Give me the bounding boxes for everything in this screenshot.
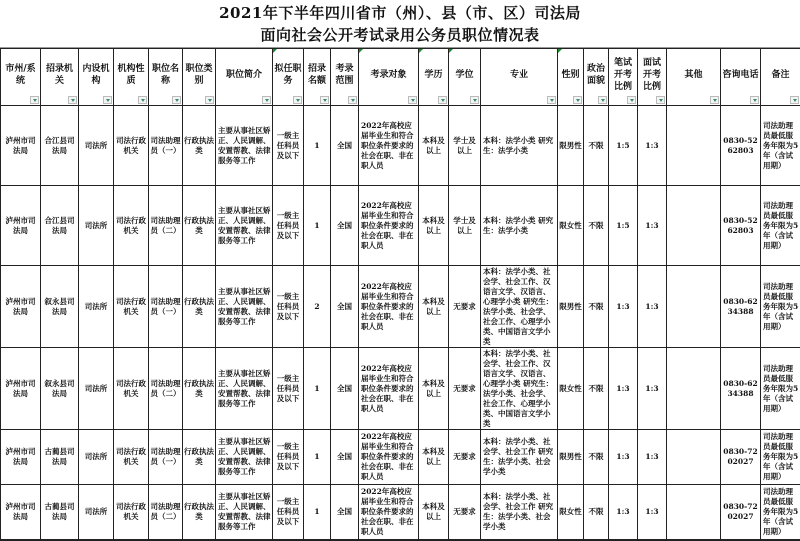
filter-dropdown-icon[interactable] xyxy=(262,96,271,104)
positions-table xyxy=(0,48,800,541)
cell-org[interactable]: 合江县司法局 xyxy=(41,106,79,186)
cell-intro[interactable]: 主要从事社区矫正、人民调解、安置帮教、法律服务等工作 xyxy=(216,430,273,485)
cell-phone[interactable]: 0830-5262803 xyxy=(721,106,761,186)
header-political[interactable]: 政治面貌 xyxy=(584,49,609,106)
cell-scope[interactable]: 全国 xyxy=(331,266,359,348)
cell-edu[interactable]: 本科及以上 xyxy=(419,348,449,430)
cell-quota[interactable]: 1 xyxy=(304,106,331,186)
header-nature[interactable]: 机构性质 xyxy=(114,49,149,106)
cell-intro[interactable]: 主要从事社区矫正、人民调解、安置帮教、法律服务等工作 xyxy=(216,485,273,540)
header-interview-ratio[interactable]: 面试开考比例 xyxy=(638,49,667,106)
cell-phone[interactable]: 0830-6234388 xyxy=(721,266,761,348)
cell-dept[interactable]: 司法所 xyxy=(79,485,114,540)
cell-major[interactable]: 本科：法学小类 研究生：法学小类 xyxy=(481,106,558,186)
header-org[interactable]: 招录机关 xyxy=(41,49,79,106)
cell-intro[interactable]: 主要从事社区矫正、人民调解、安置帮教、法律服务等工作 xyxy=(216,266,273,348)
cell-major[interactable]: 本科：法学小类、社会学、社会工作、汉语言文学、汉语言、心理学小类 研究生：法学小类、社会学、社会工作、心理学小类、中国语言文学小类 xyxy=(481,348,558,430)
cell-nature[interactable]: 司法行政机关 xyxy=(114,430,149,485)
cell-nature[interactable]: 司法行政机关 xyxy=(114,106,149,186)
filter-dropdown-icon[interactable] xyxy=(790,96,799,104)
cell-city[interactable]: 泸州市司法局 xyxy=(1,348,41,430)
header-other[interactable]: 其他 xyxy=(667,49,721,106)
cell-note[interactable]: 司法助理员最低服务年限为5年（含试用期） xyxy=(761,430,800,485)
cell-gender[interactable]: 限女性 xyxy=(558,348,584,430)
cell-political[interactable]: 不限 xyxy=(584,348,609,430)
cell-rank[interactable]: 一级主任科员及以下 xyxy=(273,106,304,186)
cell-other[interactable] xyxy=(667,106,721,186)
table-row xyxy=(1,430,800,485)
cell-phone[interactable]: 0830-6234388 xyxy=(721,348,761,430)
header-rank[interactable]: 拟任职务 xyxy=(273,49,304,106)
header-position[interactable]: 职位名称 xyxy=(149,49,183,106)
filter-dropdown-icon[interactable] xyxy=(750,96,759,104)
cell-target[interactable]: 2022年高校应届毕业生和符合职位条件要求的社会在职、非在职人员 xyxy=(359,266,419,348)
cell-target[interactable]: 2022年高校应届毕业生和符合职位条件要求的社会在职、非在职人员 xyxy=(359,186,419,266)
header-note[interactable]: 备注 xyxy=(761,49,800,106)
cell-category[interactable]: 行政执法类 xyxy=(183,106,216,186)
header-gender[interactable]: 性别 xyxy=(558,49,584,106)
cell-scope[interactable]: 全国 xyxy=(331,485,359,540)
cell-dept[interactable]: 司法所 xyxy=(79,430,114,485)
cell-nature[interactable]: 司法行政机关 xyxy=(114,186,149,266)
filter-dropdown-icon[interactable] xyxy=(348,96,357,104)
cell-dept[interactable]: 司法所 xyxy=(79,186,114,266)
cell-political[interactable]: 不限 xyxy=(584,106,609,186)
comment-marker-icon xyxy=(449,49,453,53)
cell-political[interactable]: 不限 xyxy=(584,430,609,485)
cell-category[interactable]: 行政执法类 xyxy=(183,485,216,540)
cell-position[interactable]: 司法助理员（二） xyxy=(149,186,183,266)
cell-political[interactable]: 不限 xyxy=(584,186,609,266)
filter-dropdown-icon[interactable] xyxy=(710,96,719,104)
cell-major[interactable]: 本科：法学小类、社会学、社会工作 研究生：法学小类、社会学小类 xyxy=(481,430,558,485)
header-target[interactable]: 考录对象 xyxy=(359,49,419,106)
comment-marker-icon xyxy=(359,49,363,53)
cell-city[interactable]: 泸州市司法局 xyxy=(1,106,41,186)
cell-degree[interactable]: 学士及以上 xyxy=(449,186,481,266)
cell-degree[interactable]: 学士及以上 xyxy=(449,106,481,186)
header-phone[interactable]: 咨询电话 xyxy=(721,49,761,106)
header-degree[interactable]: 学位 xyxy=(449,49,481,106)
cell-dept[interactable]: 司法所 xyxy=(79,266,114,348)
table-row xyxy=(1,106,800,186)
cell-nature[interactable]: 司法行政机关 xyxy=(114,485,149,540)
filter-dropdown-icon[interactable] xyxy=(205,96,214,104)
cell-nature[interactable]: 司法行政机关 xyxy=(114,266,149,348)
cell-political[interactable]: 不限 xyxy=(584,266,609,348)
header-written-ratio[interactable]: 笔试开考比例 xyxy=(609,49,638,106)
cell-scope[interactable]: 全国 xyxy=(331,186,359,266)
header-edu[interactable]: 学历 xyxy=(419,49,449,106)
filter-dropdown-icon[interactable] xyxy=(438,96,447,104)
cell-degree[interactable]: 无要求 xyxy=(449,430,481,485)
title-line-1: 2021年下半年四川省市（州）、县（市、区）司法局 xyxy=(0,0,800,24)
title-line-2: 面向社会公开考试录用公务员职位情况表 xyxy=(0,24,800,46)
cell-edu[interactable]: 本科及以上 xyxy=(419,430,449,485)
comment-marker-icon xyxy=(419,49,423,53)
cell-degree[interactable]: 无要求 xyxy=(449,348,481,430)
cell-rank[interactable]: 一级主任科员及以下 xyxy=(273,266,304,348)
cell-interview-ratio[interactable]: 1:3 xyxy=(638,430,667,485)
cell-major[interactable]: 本科：法学小类、社会学、社会工作、汉语言文学、汉语言、心理学小类 研究生：法学小类、社会学、社会工作、心理学小类、中国语言文学小类 xyxy=(481,266,558,348)
filter-dropdown-icon[interactable] xyxy=(68,96,77,104)
table-row xyxy=(1,348,800,430)
cell-interview-ratio[interactable]: 1:3 xyxy=(638,186,667,266)
cell-quota[interactable]: 2 xyxy=(304,266,331,348)
cell-org[interactable]: 古蔺县司法局 xyxy=(41,485,79,540)
cell-target[interactable]: 2022年高校应届毕业生和符合职位条件要求的社会在职、非在职人员 xyxy=(359,430,419,485)
cell-phone[interactable]: 0830-7202027 xyxy=(721,430,761,485)
comment-marker-icon xyxy=(558,49,562,53)
document-title xyxy=(0,0,800,48)
filter-dropdown-icon[interactable] xyxy=(656,96,665,104)
cell-target[interactable]: 2022年高校应届毕业生和符合职位条件要求的社会在职、非在职人员 xyxy=(359,348,419,430)
cell-position[interactable]: 司法助理员（一） xyxy=(149,430,183,485)
cell-rank[interactable]: 一级主任科员及以下 xyxy=(273,485,304,540)
cell-phone[interactable]: 0830-5262803 xyxy=(721,186,761,266)
cell-org[interactable]: 叙永县司法局 xyxy=(41,348,79,430)
cell-gender[interactable]: 限男性 xyxy=(558,266,584,348)
cell-written-ratio[interactable]: 1:5 xyxy=(609,186,638,266)
filter-dropdown-icon[interactable] xyxy=(320,96,329,104)
cell-note[interactable]: 司法助理员最低服务年限为5年（含试用期） xyxy=(761,266,800,348)
cell-other[interactable] xyxy=(667,348,721,430)
cell-intro[interactable]: 主要从事社区矫正、人民调解、安置帮教、法律服务等工作 xyxy=(216,106,273,186)
cell-category[interactable]: 行政执法类 xyxy=(183,348,216,430)
cell-scope[interactable]: 全国 xyxy=(331,348,359,430)
cell-major[interactable]: 本科：法学小类、社会学、社会工作 研究生：法学小类、社会学小类 xyxy=(481,485,558,540)
header-quota[interactable]: 招录名额 xyxy=(304,49,331,106)
cell-category[interactable]: 行政执法类 xyxy=(183,430,216,485)
cell-interview-ratio[interactable]: 1:3 xyxy=(638,106,667,186)
header-scope[interactable]: 考录范围 xyxy=(331,49,359,106)
filter-dropdown-icon[interactable] xyxy=(172,96,181,104)
header-major[interactable]: 专业 xyxy=(481,49,558,106)
cell-edu[interactable]: 本科及以上 xyxy=(419,266,449,348)
cell-rank[interactable]: 一级主任科员及以下 xyxy=(273,348,304,430)
cell-quota[interactable]: 1 xyxy=(304,186,331,266)
cell-target[interactable]: 2022年高校应届毕业生和符合职位条件要求的社会在职、非在职人员 xyxy=(359,106,419,186)
cell-rank[interactable]: 一级主任科员及以下 xyxy=(273,430,304,485)
cell-org[interactable]: 古蔺县司法局 xyxy=(41,430,79,485)
cell-org[interactable]: 叙永县司法局 xyxy=(41,266,79,348)
table-row xyxy=(1,266,800,348)
cell-quota[interactable]: 1 xyxy=(304,430,331,485)
cell-position[interactable]: 司法助理员（一） xyxy=(149,266,183,348)
table-row xyxy=(1,186,800,266)
cell-gender[interactable]: 限女性 xyxy=(558,186,584,266)
cell-target[interactable]: 2022年高校应届毕业生和符合职位条件要求的社会在职、非在职人员 xyxy=(359,485,419,540)
cell-intro[interactable]: 主要从事社区矫正、人民调解、安置帮教、法律服务等工作 xyxy=(216,348,273,430)
comment-marker-icon xyxy=(273,49,277,53)
cell-gender[interactable]: 限男性 xyxy=(558,106,584,186)
cell-written-ratio[interactable]: 1:5 xyxy=(609,106,638,186)
cell-written-ratio[interactable]: 1:3 xyxy=(609,485,638,540)
header-intro[interactable]: 职位简介 xyxy=(216,49,273,106)
cell-org[interactable]: 合江县司法局 xyxy=(41,186,79,266)
cell-city[interactable]: 泸州市司法局 xyxy=(1,485,41,540)
cell-nature[interactable]: 司法行政机关 xyxy=(114,348,149,430)
table-row xyxy=(1,485,800,540)
cell-rank[interactable]: 一级主任科员及以下 xyxy=(273,186,304,266)
cell-city[interactable]: 泸州市司法局 xyxy=(1,186,41,266)
cell-interview-ratio[interactable]: 1:3 xyxy=(638,485,667,540)
cell-political[interactable]: 不限 xyxy=(584,485,609,540)
cell-degree[interactable]: 无要求 xyxy=(449,266,481,348)
cell-scope[interactable]: 全国 xyxy=(331,430,359,485)
filter-dropdown-icon[interactable] xyxy=(547,96,556,104)
cell-position[interactable]: 司法助理员（二） xyxy=(149,348,183,430)
cell-dept[interactable]: 司法所 xyxy=(79,348,114,430)
cell-other[interactable] xyxy=(667,430,721,485)
cell-quota[interactable]: 1 xyxy=(304,348,331,430)
cell-gender[interactable]: 限男性 xyxy=(558,430,584,485)
cell-category[interactable]: 行政执法类 xyxy=(183,266,216,348)
filter-dropdown-icon[interactable] xyxy=(103,96,112,104)
cell-note[interactable]: 司法助理员最低服务年限为5年（含试用期） xyxy=(761,106,800,186)
cell-interview-ratio[interactable]: 1:3 xyxy=(638,266,667,348)
cell-position[interactable]: 司法助理员（一） xyxy=(149,106,183,186)
cell-written-ratio[interactable]: 1:3 xyxy=(609,266,638,348)
cell-scope[interactable]: 全国 xyxy=(331,106,359,186)
cell-phone[interactable]: 0830-7202027 xyxy=(721,485,761,540)
cell-other[interactable] xyxy=(667,485,721,540)
cell-written-ratio[interactable]: 1:3 xyxy=(609,348,638,430)
filter-dropdown-icon[interactable] xyxy=(598,96,607,104)
filter-dropdown-icon[interactable] xyxy=(138,96,147,104)
cell-dept[interactable]: 司法所 xyxy=(79,106,114,186)
filter-dropdown-icon[interactable] xyxy=(30,96,39,104)
cell-city[interactable]: 泸州市司法局 xyxy=(1,266,41,348)
cell-gender[interactable]: 限女性 xyxy=(558,485,584,540)
cell-other[interactable] xyxy=(667,266,721,348)
header-city[interactable]: 市州/系统 xyxy=(1,49,41,106)
header-row xyxy=(1,49,800,106)
cell-edu[interactable]: 本科及以上 xyxy=(419,186,449,266)
filter-dropdown-icon[interactable] xyxy=(470,96,479,104)
cell-intro[interactable]: 主要从事社区矫正、人民调解、安置帮教、法律服务等工作 xyxy=(216,186,273,266)
cell-note[interactable]: 司法助理员最低服务年限为5年（含试用期） xyxy=(761,485,800,540)
cell-city[interactable]: 泸州市司法局 xyxy=(1,430,41,485)
cell-note[interactable]: 司法助理员最低服务年限为5年（含试用期） xyxy=(761,348,800,430)
cell-edu[interactable]: 本科及以上 xyxy=(419,485,449,540)
cell-quota[interactable]: 1 xyxy=(304,485,331,540)
header-category[interactable]: 职位类别 xyxy=(183,49,216,106)
filter-dropdown-icon[interactable] xyxy=(627,96,636,104)
cell-written-ratio[interactable]: 1:3 xyxy=(609,430,638,485)
filter-dropdown-icon[interactable] xyxy=(408,96,417,104)
cell-note[interactable]: 司法助理员最低服务年限为5年（含试用期） xyxy=(761,186,800,266)
cell-edu[interactable]: 本科及以上 xyxy=(419,106,449,186)
header-dept[interactable]: 内设机构 xyxy=(79,49,114,106)
cell-position[interactable]: 司法助理员（二） xyxy=(149,485,183,540)
cell-category[interactable]: 行政执法类 xyxy=(183,186,216,266)
filter-dropdown-icon[interactable] xyxy=(293,96,302,104)
cell-interview-ratio[interactable]: 1:3 xyxy=(638,348,667,430)
cell-other[interactable] xyxy=(667,186,721,266)
cell-degree[interactable]: 无要求 xyxy=(449,485,481,540)
filter-dropdown-icon[interactable] xyxy=(573,96,582,104)
cell-major[interactable]: 本科：法学小类 研究生：法学小类 xyxy=(481,186,558,266)
